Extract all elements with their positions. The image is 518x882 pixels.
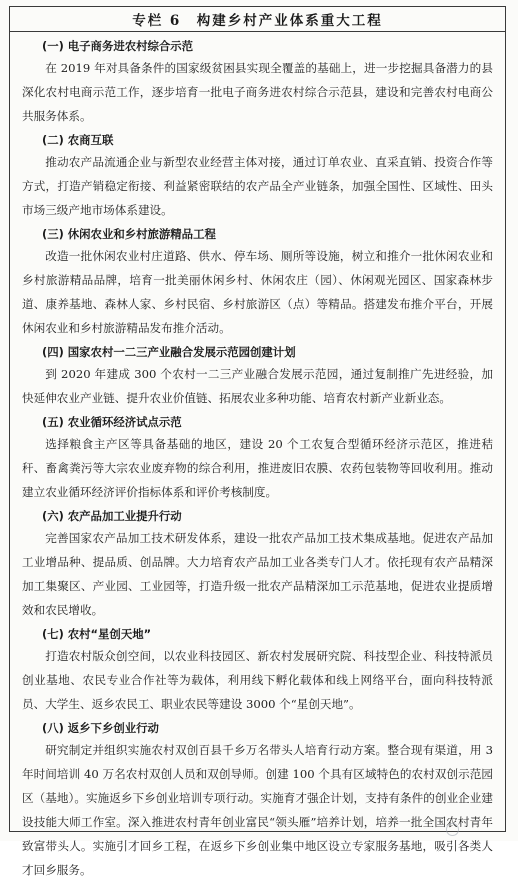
section-title-1: (一) 电子商务进农村综合示范 <box>42 39 194 53</box>
section-title-5: (五) 农业循环经济试点示范 <box>42 415 182 429</box>
section-title-7: (七) 农村“星创天地” <box>42 627 152 641</box>
section-title-8: (八) 返乡下乡创业行动 <box>42 721 159 735</box>
section-body-5: 选择粮食主产区等具备基础的地区，建设 20 个工农复合型循环经济示范区，推进秸秆、畜禽粪污等大宗农业废弃物的综合利用，推进废旧农膜、农药包装物等回收利用。推动建立农业循环经济评价指标体系和评价考核制度。 <box>22 437 493 499</box>
section-title-6: (六) 农产品加工业提升行动 <box>42 509 182 523</box>
column-box <box>9 6 506 877</box>
section-body-2: 推动农产品流通企业与新型农业经营主体对接，通过订单农业、直采直销、投资合作等方式，打造产销稳定衔接、利益紧密联结的农产品全产业链条，加强全国性、区域性、田头市场三级产地市场体系建设。 <box>22 155 493 217</box>
column-content <box>10 32 505 882</box>
section-body-1: 在 2019 年对具备条件的国家级贫困县实现全覆盖的基础上，进一步挖掘具备潜力的县深化农村电商示范工作，逐步培育一批电子商务进农村综合示范县，建设和完善农村电商公共服务体系。 <box>22 61 493 123</box>
wechat-icon <box>446 823 459 836</box>
section-body-3: 改造一批休闲农业村庄道路、供水、停车场、厕所等设施，树立和推介一批休闲农业和乡村旅游精品品牌，培育一批美丽休闲乡村、休闲农庄（园）、休闲观光园区、国家森林步道、康养基地、森林人家、乡村民宿、乡村旅游区（点）等精品。搭建发布推介平台，开展休闲农业和乡村旅游精品发布推介活动。 <box>22 249 493 335</box>
section-title-3: (三) 休闲农业和乡村旅游精品工程 <box>42 227 216 241</box>
section-body-4: 到 2020 年建成 300 个农村一二三产业融合发展示范园，通过复制推广先进经验，加快延伸农业产业链、提升农业价值链、拓展农业多种功能、培育农村新产业新业态。 <box>22 367 493 405</box>
section-body-7: 打造农村版众创空间，以农业科技园区、新农村发展研究院、科技型企业、科技特派员创业基地、农民专业合作社等为载体，利用线下孵化载体和线上网络平台，面向科技特派员、大学生、返乡农民工、职业农民等建设 3000 个“星创天地”。 <box>22 649 493 711</box>
section-title-2: (二) 农商互联 <box>42 133 114 147</box>
section-body-8: 研究制定并组织实施农村双创百县千乡万名带头人培育行动方案。整合现有渠道，用 3 年时间培训 40 万名农村双创人员和双创导师。创建 100 个具有区域特色的农村双创示范园区（基地）。实施返乡下乡创业培训专项行动。实施育才强企计划，支持有条件的创业企业建设技能大师工作室。深入推进农村青年创业富民“领头雁”培养计划，培养一批全国农村青年致富带头人。实施引才回乡工程，在返乡下乡创业集中地区设立专家服务基地，吸引各类人才回乡服务。 <box>22 743 493 877</box>
section-body-6: 完善国家农产品加工技术研发体系，建设一批农产品加工技术集成基地。促进农产品加工业增品种、提品质、创品牌。大力培育农产品加工业各类专门人才。依托现有农产品精深加工集聚区、产业园、工业园等，打造升级一批农产品精深加工示范基地，促进农业提质增效和农民增收。 <box>22 531 493 617</box>
column-title: 专栏 6 构建乡村产业体系重大工程 <box>10 7 505 32</box>
watermark <box>446 821 506 837</box>
section-title-4: (四) 国家农村一二三产业融合发展示范园创建计划 <box>42 345 296 359</box>
